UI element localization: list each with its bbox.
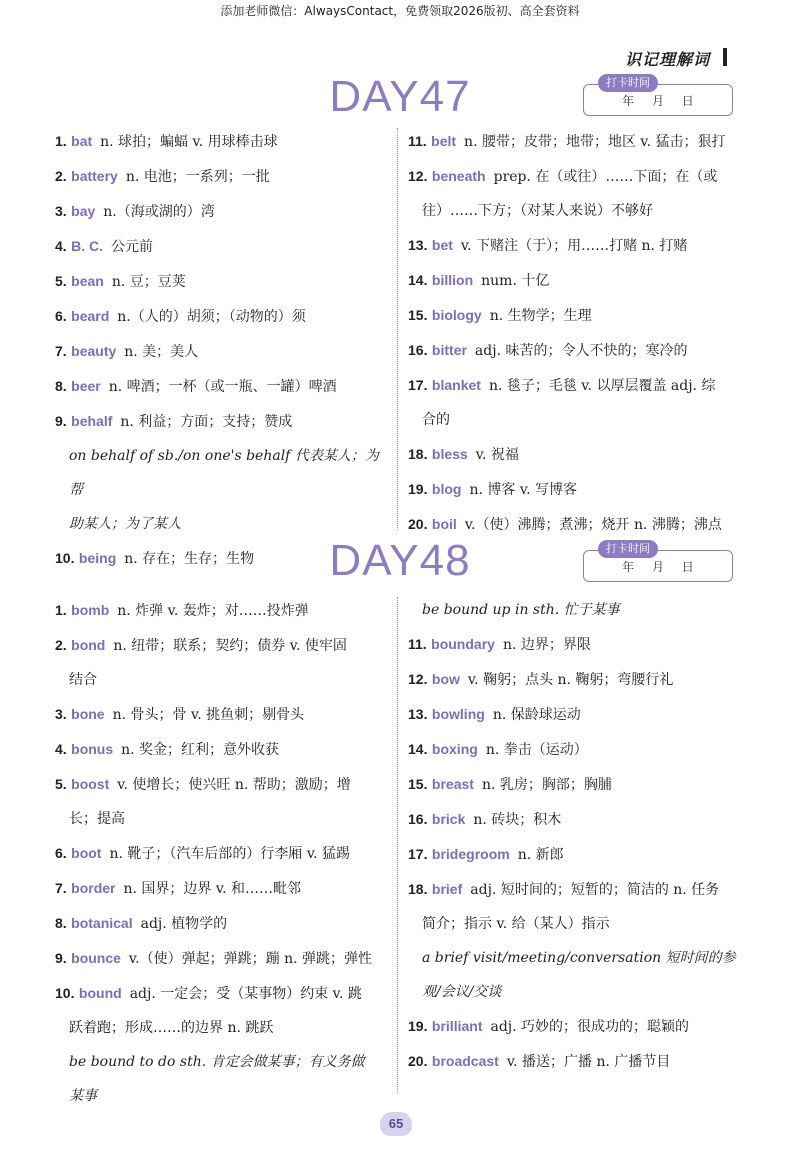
entry-word: bridegroom	[431, 846, 510, 862]
vocab-entry	[408, 263, 743, 298]
entry-number: 17.	[408, 377, 428, 393]
entry-number: 16.	[408, 342, 428, 358]
entry-number: 8.	[55, 378, 67, 394]
entry-word: beauty	[71, 343, 117, 359]
entry-number: 19.	[408, 1018, 428, 1034]
entry-word: beard	[71, 308, 110, 324]
checkin-date: 年 月 日	[622, 560, 694, 574]
entry-definition: n. 边界；界限	[502, 637, 591, 653]
entry-definition: n.（海或湖的）湾	[103, 204, 215, 220]
entry-word: brick	[431, 811, 466, 827]
entry-definition: v.（使）沸腾；煮沸；烧开 n. 沸腾；沸点	[464, 517, 722, 533]
entry-word: biology	[431, 307, 482, 323]
entry-definition: n. 骨头；骨 v. 挑鱼刺；剔骨头	[112, 707, 305, 723]
entry-word: boost	[71, 776, 110, 792]
entry-word: bay	[71, 203, 96, 219]
entry-word: bless	[431, 446, 468, 462]
vocab-entry	[55, 836, 390, 871]
vocab-entry	[408, 872, 743, 907]
entry-word: bomb	[71, 602, 110, 618]
entry-definition: n. 保龄球运动	[492, 707, 581, 723]
vocab-entry	[55, 767, 390, 802]
section-label-bar	[723, 48, 727, 66]
vocab-entry	[55, 299, 390, 334]
vocab-entry	[408, 732, 743, 767]
entry-word: beneath	[431, 168, 486, 184]
entry-number: 14.	[408, 741, 428, 757]
vocab-entry	[408, 368, 743, 403]
vocab-entry	[408, 333, 743, 368]
entry-definition: v.（使）弹起；弹跳；蹦 n. 弹跳；弹性	[128, 951, 372, 967]
vocab-entry	[408, 802, 743, 837]
vocab-entry	[408, 298, 743, 333]
vocab-entry	[55, 628, 390, 663]
entry-word: bitter	[431, 342, 467, 358]
vocab-entry	[55, 906, 390, 941]
entry-word: bowling	[431, 706, 485, 722]
entry-word: brilliant	[431, 1018, 483, 1034]
example-phrase: 某事	[69, 1088, 97, 1104]
definition-continuation: 跃着跑；形成……的边界 n. 跳跃	[69, 1020, 274, 1036]
entry-word: border	[71, 880, 116, 896]
vocab-entry	[408, 767, 743, 802]
vocab-entry	[55, 194, 390, 229]
vocab-entry	[408, 472, 743, 507]
day47-title: DAY47	[329, 72, 471, 121]
definition-continuation: 往）……下方；（对某人来说）不够好	[422, 203, 653, 219]
entry-word: bound	[78, 985, 122, 1001]
entry-number: 7.	[55, 880, 67, 896]
entry-word: boil	[431, 516, 457, 532]
entry-word: bounce	[71, 950, 121, 966]
entry-word: bet	[431, 237, 453, 253]
entry-definition: n. 国界；边界 v. 和……毗邻	[123, 881, 301, 897]
section-label: 识记理解词	[624, 50, 710, 69]
entry-number: 2.	[55, 168, 67, 184]
entry-word: bat	[71, 133, 93, 149]
entry-definition: n. 毯子；毛毯 v. 以厚层覆盖 adj. 综	[488, 378, 716, 394]
vocab-entry	[408, 697, 743, 732]
entry-definition: adj. 一定会；受（某事物）约束 v. 跳	[129, 986, 362, 1002]
column-divider	[397, 128, 398, 530]
vocab-entry	[55, 229, 390, 264]
entry-number: 12.	[408, 168, 428, 184]
entry-number: 11.	[408, 133, 427, 149]
entry-definition: n. 乳房；胸部；胸脯	[481, 777, 612, 793]
vocab-entry	[55, 334, 390, 369]
vocab-entry	[55, 369, 390, 404]
entry-word: billion	[431, 272, 474, 288]
entry-number: 5.	[55, 776, 67, 792]
vocab-entry	[55, 124, 390, 159]
entry-definition: v. 使增长；使兴旺 n. 帮助；激励；增	[117, 777, 351, 793]
vocab-entry	[55, 697, 390, 732]
entry-definition: v. 播送；广播 n. 广播节目	[506, 1054, 671, 1070]
definition-continuation: 长；提高	[69, 811, 125, 827]
entry-word: brief	[431, 881, 463, 897]
entry-number: 10.	[55, 985, 75, 1001]
entry-definition: n. 利益；方面；支持；赞成	[120, 414, 293, 430]
entry-number: 6.	[55, 308, 67, 324]
entry-word: belt	[431, 133, 457, 149]
entry-number: 1.	[55, 133, 67, 149]
vocab-entry	[408, 1009, 743, 1044]
entry-number: 15.	[408, 776, 428, 792]
vocab-entry	[408, 159, 743, 194]
entry-definition: v. 鞠躬；点头 n. 鞠躬；弯腰行礼	[467, 672, 674, 688]
entry-number: 2.	[55, 637, 67, 653]
entry-word: being	[78, 550, 117, 566]
entry-number: 14.	[408, 272, 428, 288]
entry-definition: n. 豆；豆荚	[111, 274, 186, 290]
entry-definition: n. 炸弹 v. 轰炸；对……投炸弹	[117, 603, 309, 619]
vocab-entry	[408, 662, 743, 697]
entry-definition: n. 美；美人	[124, 344, 199, 360]
entry-number: 18.	[408, 446, 428, 462]
entry-word: B. C.	[71, 238, 104, 254]
column-divider	[397, 597, 398, 1093]
entry-definition: 公元前	[111, 239, 154, 255]
vocab-entry	[55, 593, 390, 628]
vocab-entry	[408, 627, 743, 662]
vocab-entry	[55, 732, 390, 767]
entry-word: blog	[431, 481, 462, 497]
entry-definition: adj. 植物学的	[140, 916, 228, 932]
entry-definition: adj. 短时间的；短暂的；简洁的 n. 任务	[470, 882, 720, 898]
entry-word: bone	[71, 706, 105, 722]
entry-definition: n. 生物学；生理	[489, 308, 592, 324]
entry-definition: n. 纽带；联系；契约；债券 v. 使牢固	[113, 638, 347, 654]
example-phrase: on behalf of sb./on one's behalf 代表某人；为帮	[69, 448, 379, 498]
entry-definition: adj. 巧妙的；很成功的；聪颖的	[490, 1019, 690, 1035]
entry-number: 13.	[408, 237, 428, 253]
day47-left-column	[55, 124, 390, 576]
entry-word: behalf	[71, 413, 113, 429]
definition-continuation: 合的	[422, 412, 450, 428]
vocab-entry	[55, 159, 390, 194]
entry-word: bean	[71, 273, 104, 289]
entry-number: 20.	[408, 516, 428, 532]
example-phrase: be bound up in sth. 忙于某事	[422, 602, 620, 618]
entry-number: 1.	[55, 602, 67, 618]
entry-definition: n. 新郎	[517, 847, 564, 863]
entry-word: breast	[431, 776, 474, 792]
example-phrase: 助某人；为了某人	[69, 516, 181, 532]
vocab-entry	[55, 976, 390, 1011]
entry-number: 3.	[55, 706, 67, 722]
entry-number: 12.	[408, 671, 428, 687]
entry-definition: n.（人的）胡须；（动物的）须	[117, 309, 306, 325]
vocab-entry	[55, 871, 390, 906]
checkin-badge: 打卡时间	[598, 540, 658, 558]
entry-number: 19.	[408, 481, 428, 497]
example-phrase: 观/会议/交谈	[422, 984, 502, 1000]
example-phrase: a brief visit/meeting/conversation 短时间的参	[422, 950, 736, 966]
entry-number: 9.	[55, 413, 67, 429]
entry-number: 17.	[408, 846, 428, 862]
definition-continuation: 结合	[69, 672, 97, 688]
entry-definition: n. 博客 v. 写博客	[469, 482, 577, 498]
vocab-entry	[408, 228, 743, 263]
entry-word: battery	[71, 168, 118, 184]
entry-definition: n. 啤酒；一杯（或一瓶、一罐）啤酒	[108, 379, 337, 395]
entry-definition: n. 球拍；蝙蝠 v. 用球棒击球	[100, 134, 278, 150]
entry-word: broadcast	[431, 1053, 499, 1069]
example-phrase: be bound to do sth. 肯定会做某事；有义务做	[69, 1054, 365, 1070]
entry-number: 7.	[55, 343, 67, 359]
vocab-entry	[408, 837, 743, 872]
entry-word: beer	[71, 378, 101, 394]
vocab-entry	[408, 1044, 743, 1079]
entry-definition: n. 拳击（运动）	[485, 742, 588, 758]
entry-definition: n. 砖块；积木	[473, 812, 562, 828]
vocab-entry	[408, 124, 743, 159]
entry-number: 16.	[408, 811, 428, 827]
entry-word: bond	[71, 637, 106, 653]
entry-word: boot	[71, 845, 102, 861]
entry-number: 4.	[55, 238, 67, 254]
entry-definition: n. 腰带；皮带；地带；地区 v. 猛击；狠打	[464, 134, 726, 150]
entry-definition: v. 祝福	[475, 447, 519, 463]
entry-definition: n. 电池；一系列；一批	[125, 169, 270, 185]
entry-definition: n. 靴子；（汽车后部的）行李厢 v. 猛踢	[109, 846, 350, 862]
entry-definition: prep. 在（或往）……下面；在（或	[493, 169, 718, 185]
vocab-entry	[55, 404, 390, 439]
top-note: 添加老师微信：AlwaysContact，免费领取2026版初、高全套资料	[220, 4, 580, 18]
entry-number: 4.	[55, 741, 67, 757]
entry-number: 15.	[408, 307, 428, 323]
entry-word: botanical	[71, 915, 133, 931]
checkin-date: 年 月 日	[622, 94, 694, 108]
entry-number: 6.	[55, 845, 67, 861]
entry-number: 9.	[55, 950, 67, 966]
checkin-badge: 打卡时间	[598, 74, 658, 92]
entry-definition: num. 十亿	[481, 273, 550, 289]
entry-number: 11.	[408, 636, 427, 652]
entry-word: bonus	[71, 741, 114, 757]
vocab-entry	[408, 437, 743, 472]
entry-word: boundary	[431, 636, 495, 652]
entry-number: 8.	[55, 915, 67, 931]
page-number: 65	[380, 1112, 412, 1136]
entry-number: 20.	[408, 1053, 428, 1069]
vocab-entry	[55, 264, 390, 299]
entry-number: 18.	[408, 881, 428, 897]
day47-checkin-box	[583, 76, 733, 116]
day47-right-column	[408, 124, 743, 542]
day48-checkin-box	[583, 542, 733, 582]
day48-title: DAY48	[329, 536, 471, 585]
entry-number: 10.	[55, 550, 75, 566]
entry-number: 13.	[408, 706, 428, 722]
day48-right-column	[408, 593, 743, 1079]
entry-definition: n. 存在；生存；生物	[124, 551, 255, 567]
definition-continuation: 简介；指示 v. 给（某人）指示	[422, 916, 610, 932]
entry-definition: v. 下赌注（于）；用……打赌 n. 打赌	[460, 238, 688, 254]
vocab-entry	[55, 941, 390, 976]
entry-definition: adj. 味苦的；令人不快的；寒冷的	[474, 343, 688, 359]
entry-word: bow	[431, 671, 460, 687]
entry-word: boxing	[431, 741, 478, 757]
day48-left-column	[55, 593, 390, 1113]
entry-definition: n. 奖金；红利；意外收获	[121, 742, 280, 758]
entry-word: blanket	[431, 377, 481, 393]
entry-number: 3.	[55, 203, 67, 219]
entry-number: 5.	[55, 273, 67, 289]
